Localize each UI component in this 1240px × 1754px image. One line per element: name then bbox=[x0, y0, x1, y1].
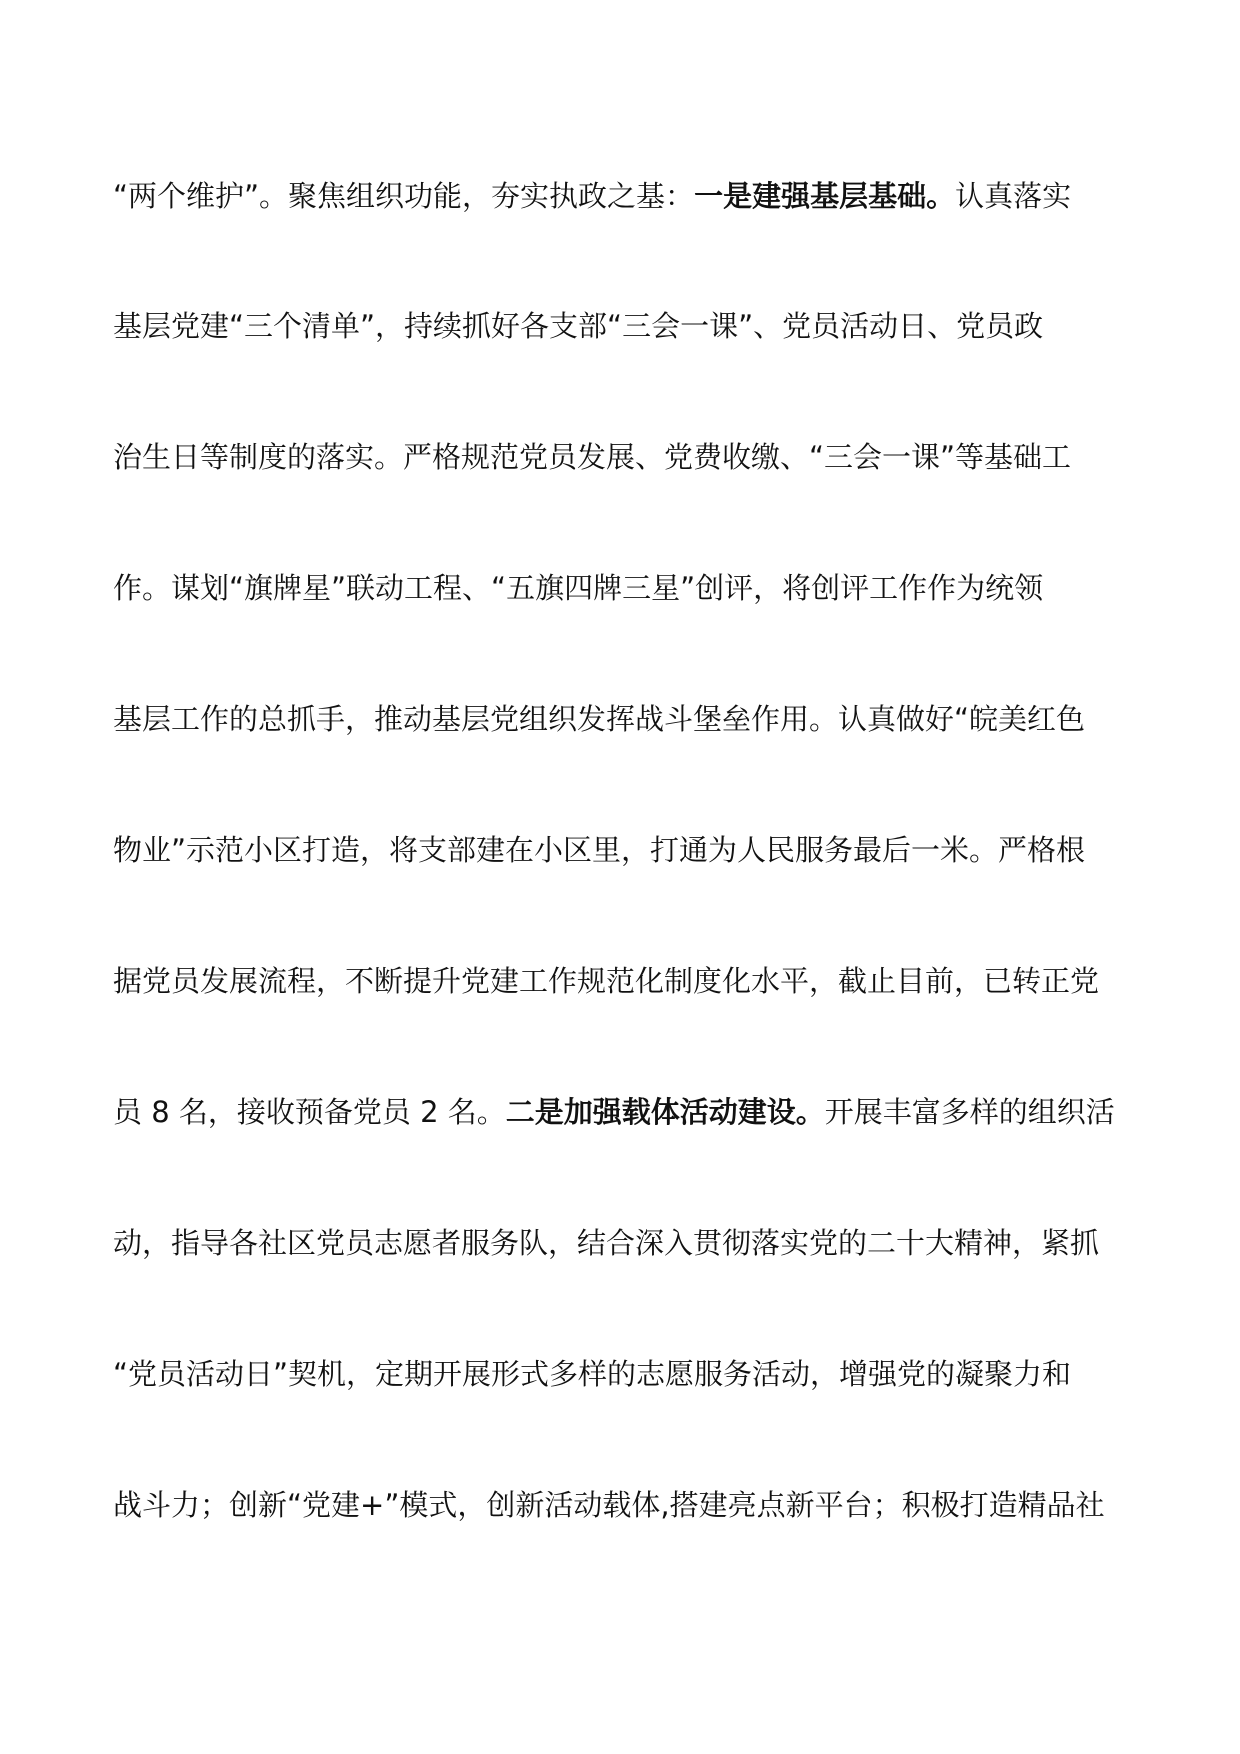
text-line-9 bbox=[113, 1223, 1133, 1263]
text-segment: 员 8 名，接收预备党员 2 名。 bbox=[113, 1095, 506, 1129]
text-segment: 认真落实 bbox=[955, 179, 1072, 213]
text-line-3 bbox=[113, 437, 1133, 477]
text-segment: 物业”示范小区打造，将支部建在小区里，打通为人民服务最后一米。严格根 bbox=[113, 833, 1086, 867]
text-line-5 bbox=[113, 699, 1133, 739]
text-segment: 战斗力；创新“党建+”模式，创新活动载体,搭建亮点新平台；积极打造精品社 bbox=[113, 1488, 1105, 1522]
text-segment: “两个维护”。聚焦组织功能，夯实执政之基： bbox=[113, 179, 695, 213]
bold-heading-segment: 一是建强基层基础。 bbox=[694, 179, 956, 213]
text-segment: 动，指导各社区党员志愿者服务队，结合深入贯彻落实党的二十大精神，紧抓 bbox=[113, 1226, 1100, 1260]
text-line-8 bbox=[113, 1092, 1133, 1132]
text-segment: 作。谋划“旗牌星”联动工程、“五旗四牌三星”创评，将创评工作作为统领 bbox=[113, 571, 1044, 605]
text-line-4 bbox=[113, 568, 1133, 608]
text-segment: “党员活动日”契机，定期开展形式多样的志愿服务活动，增强党的凝聚力和 bbox=[113, 1357, 1072, 1391]
text-line-10 bbox=[113, 1354, 1133, 1394]
text-line-2 bbox=[113, 306, 1133, 346]
text-segment: 基层工作的总抓手，推动基层党组织发挥战斗堡垒作用。认真做好“皖美红色 bbox=[113, 702, 1086, 736]
text-segment: 开展丰富多样的组织活 bbox=[824, 1095, 1115, 1129]
text-segment: 治生日等制度的落实。严格规范党员发展、党费收缴、“三会一课”等基础工 bbox=[113, 440, 1072, 474]
text-segment: 基层党建“三个清单”，持续抓好各支部“三会一课”、党员活动日、党员政 bbox=[113, 309, 1044, 343]
text-segment: 据党员发展流程，不断提升党建工作规范化制度化水平，截止目前，已转正党 bbox=[113, 964, 1100, 998]
text-line-1 bbox=[113, 176, 1133, 216]
bold-heading-segment: 二是加强载体活动建设。 bbox=[505, 1095, 825, 1129]
text-line-6 bbox=[113, 830, 1133, 870]
text-line-7 bbox=[113, 961, 1133, 1001]
text-line-11 bbox=[113, 1485, 1133, 1525]
